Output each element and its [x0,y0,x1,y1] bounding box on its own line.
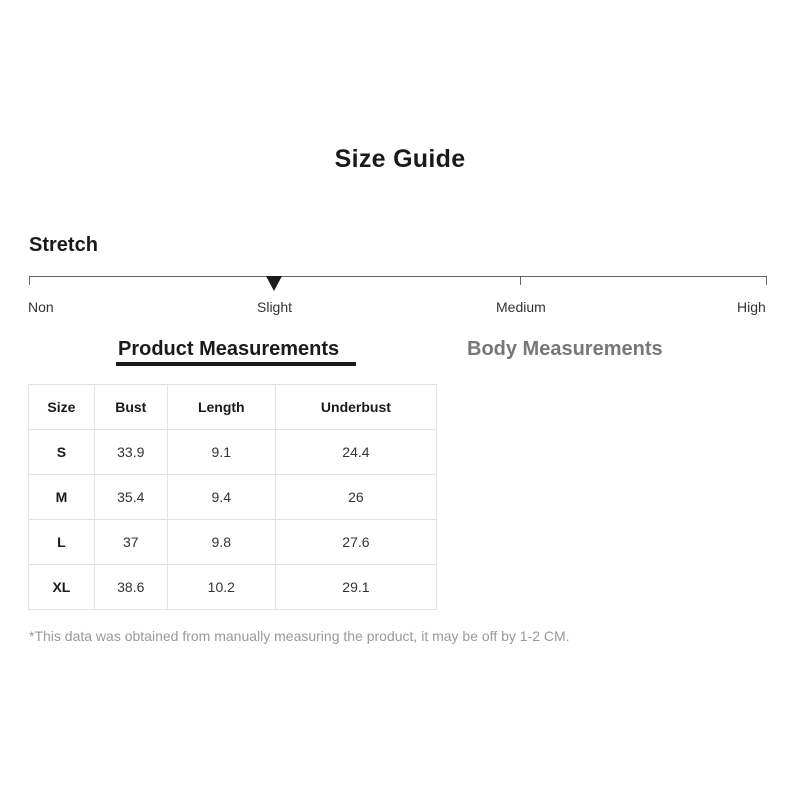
stretch-heading: Stretch [29,234,98,256]
table-header-row [29,385,437,430]
tab-body-measurements[interactable]: Body Measurements [467,338,663,360]
table-cell-length: 10.2 [167,565,275,610]
stretch-label-slight: Slight [257,299,293,315]
active-tab-underline [116,362,356,366]
stretch-selected-marker [266,276,282,291]
table-cell-bust: 35.4 [94,475,167,520]
table-cell-underbust: 24.4 [275,430,436,475]
table-cell-size: S [29,430,95,475]
stretch-tick-non [29,276,30,285]
table-cell-underbust: 29.1 [275,565,436,610]
stretch-label-non: Non [28,299,54,315]
table-cell-length: 9.1 [167,430,275,475]
table-cell-size: M [29,475,95,520]
table-row [29,520,437,565]
table-cell-bust: 33.9 [94,430,167,475]
table-row [29,430,437,475]
stretch-tick-high [766,276,767,285]
stretch-label-high: High [737,299,766,315]
table-cell-size: L [29,520,95,565]
table-cell-underbust: 26 [275,475,436,520]
table-header-length: Length [167,385,275,430]
table-cell-bust: 37 [94,520,167,565]
table-cell-length: 9.8 [167,520,275,565]
table-header-bust: Bust [94,385,167,430]
table-cell-underbust: 27.6 [275,520,436,565]
table-cell-bust: 38.6 [94,565,167,610]
table-row [29,565,437,610]
table-row [29,475,437,520]
stretch-tick-medium [520,276,521,285]
table-header-underbust: Underbust [275,385,436,430]
size-table [28,384,437,610]
stretch-scale-line [29,276,767,277]
table-cell-length: 9.4 [167,475,275,520]
measurement-note: *This data was obtained from manually measuring the product, it may be off by 1-2 CM. [29,628,570,644]
tab-product-measurements[interactable]: Product Measurements [118,338,340,360]
page-title: Size Guide [334,145,466,173]
stretch-label-medium: Medium [496,299,546,315]
table-cell-size: XL [29,565,95,610]
table-header-size: Size [29,385,95,430]
